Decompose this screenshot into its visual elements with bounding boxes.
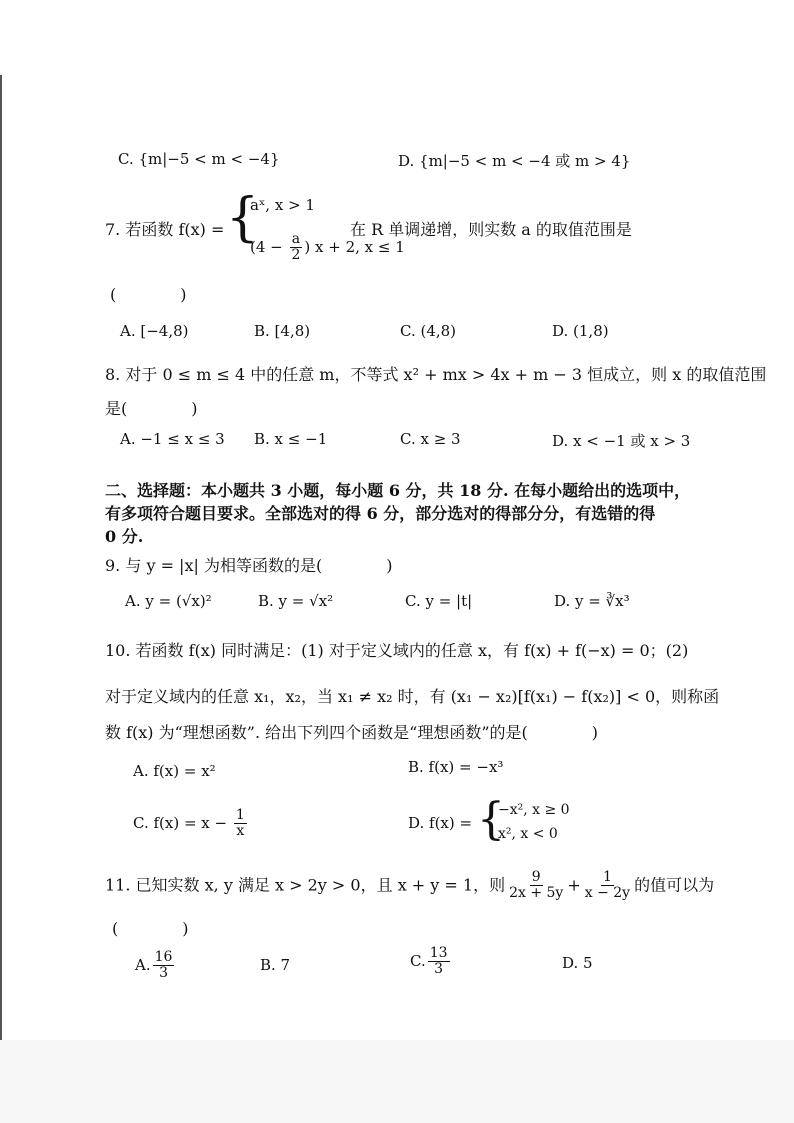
- section2-heading-line2: 有多项符合题目要求。全部选对的得 6 分，部分选对的得部分分，有选错的得: [105, 504, 656, 523]
- q10-option-c-num: 1: [235, 807, 245, 823]
- q11-option-c-fraction: [428, 946, 450, 978]
- q11-option-a: [135, 950, 176, 982]
- q10-option-d-brace: {: [477, 794, 505, 845]
- q10-option-d-case2: x², x < 0: [498, 826, 558, 842]
- q8-stem-line1: 8. 对于 0 ≤ m ≤ 4 中的任意 m，不等式 x² + mx > 4x + m − 3 恒成立，则 x 的取值范围: [105, 365, 767, 384]
- q9-option-d: D. y = ∛x³: [554, 592, 630, 610]
- q9-option-b: B. y = √x²: [258, 592, 334, 610]
- section2-heading-line3: 0 分.: [105, 527, 144, 546]
- q7-option-a: A. [−4,8): [120, 322, 189, 340]
- q8-option-b: B. x ≤ −1: [254, 430, 328, 448]
- q10-option-c-fraction: [234, 808, 247, 840]
- q7-option-d: D. (1,8): [552, 322, 609, 340]
- q10-option-b: B. f(x) = −x³: [408, 758, 504, 776]
- q11-stem-suffix: 的值可以为: [634, 875, 715, 895]
- section2-heading-line1: 二、选择题：本小题共 3 小题，每小题 6 分，共 18 分. 在每小题给出的选项中，: [105, 481, 691, 500]
- scan-bottom-shade: [0, 1040, 794, 1123]
- q10-option-c: [133, 808, 249, 840]
- q8-option-a: A. −1 ≤ x ≤ 3: [120, 430, 225, 448]
- q7-answer-paren: ( ): [110, 285, 187, 304]
- q11-fraction-1: [507, 870, 565, 902]
- q10-option-d-case1: −x², x ≥ 0: [498, 802, 570, 818]
- q11-option-a-num: 16: [154, 949, 173, 965]
- q11-option-c-den: 3: [434, 961, 444, 978]
- q7-option-c: C. (4,8): [400, 322, 457, 340]
- q10-option-d-prefix: D. f(x) =: [408, 814, 473, 832]
- q11-plus: +: [567, 875, 581, 895]
- q11-frac1-num: 9: [531, 869, 541, 885]
- q11-stem: [105, 870, 714, 902]
- q7-option-b: B. [4,8): [254, 322, 311, 340]
- q7-case-2-num: a: [291, 231, 301, 247]
- q11-frac1-den: 2x + 5y: [509, 885, 564, 902]
- q11-option-c-num: 13: [429, 945, 448, 961]
- q10-stem-line1: 10. 若函数 f(x) 同时满足：(1) 对于定义域内的任意 x，有 f(x) + f(−x) = 0；(2): [105, 641, 689, 660]
- q11-option-d: D. 5: [562, 954, 593, 972]
- q8-option-c: C. x ≥ 3: [400, 430, 461, 448]
- q11-option-a-den: 3: [159, 965, 168, 982]
- q11-option-c-label: C.: [410, 951, 426, 970]
- q9-stem: 9. 与 y = |x| 为相等函数的是( ): [105, 556, 393, 575]
- q9-option-c: C. y = |t|: [405, 592, 473, 610]
- q11-fraction-2: [583, 870, 632, 902]
- q11-frac2-num: 1: [602, 869, 612, 885]
- scan-left-edge: [0, 75, 2, 1045]
- q8-stem-line2: 是( ): [105, 399, 198, 418]
- q11-option-c: [410, 946, 452, 978]
- q10-option-a: A. f(x) = x²: [133, 762, 216, 780]
- q7-stem-prefix: 7. 若函数 f(x) =: [105, 220, 225, 239]
- q7-case-2-fraction: [290, 232, 303, 264]
- q10-stem-line2: 对于定义域内的任意 x₁，x₂，当 x₁ ≠ x₂ 时，有 (x₁ − x₂)[f(x₁) − f(x₂)] < 0，则称函: [105, 687, 720, 706]
- q11-option-a-fraction: [153, 950, 175, 982]
- q7-stem-suffix: 在 R 单调递增，则实数 a 的取值范围是: [350, 220, 632, 239]
- q11-stem-prefix: 11. 已知实数 x, y 满足 x > 2y > 0，且 x + y = 1，则: [105, 875, 506, 895]
- q11-answer-paren: ( ): [112, 919, 189, 938]
- q6-option-c: C. {m|−5 < m < −4}: [118, 150, 280, 168]
- q7-case-1: aˣ, x > 1: [250, 196, 315, 214]
- q9-option-a: A. y = (√x)²: [125, 592, 212, 610]
- q10-option-c-prefix: C. f(x) = x −: [133, 813, 232, 832]
- q11-option-a-label: A.: [135, 955, 151, 974]
- q7-case-2-open: (4 −: [250, 237, 288, 256]
- q11-frac2-den: x − 2y: [584, 885, 631, 902]
- q7-piecewise-brace: {: [226, 188, 260, 248]
- q7-case-2-close: ) x + 2, x ≤ 1: [304, 237, 405, 256]
- q7-case-2-den: 2: [291, 247, 301, 264]
- q10-stem-line3: 数 f(x) 为“理想函数”. 给出下列四个函数是“理想函数”的是( ): [105, 723, 598, 742]
- q6-option-d: D. {m|−5 < m < −4 或 m > 4}: [398, 152, 631, 170]
- q11-option-b: B. 7: [260, 956, 291, 974]
- q10-option-c-den: x: [236, 823, 245, 840]
- q8-option-d: D. x < −1 或 x > 3: [552, 432, 691, 450]
